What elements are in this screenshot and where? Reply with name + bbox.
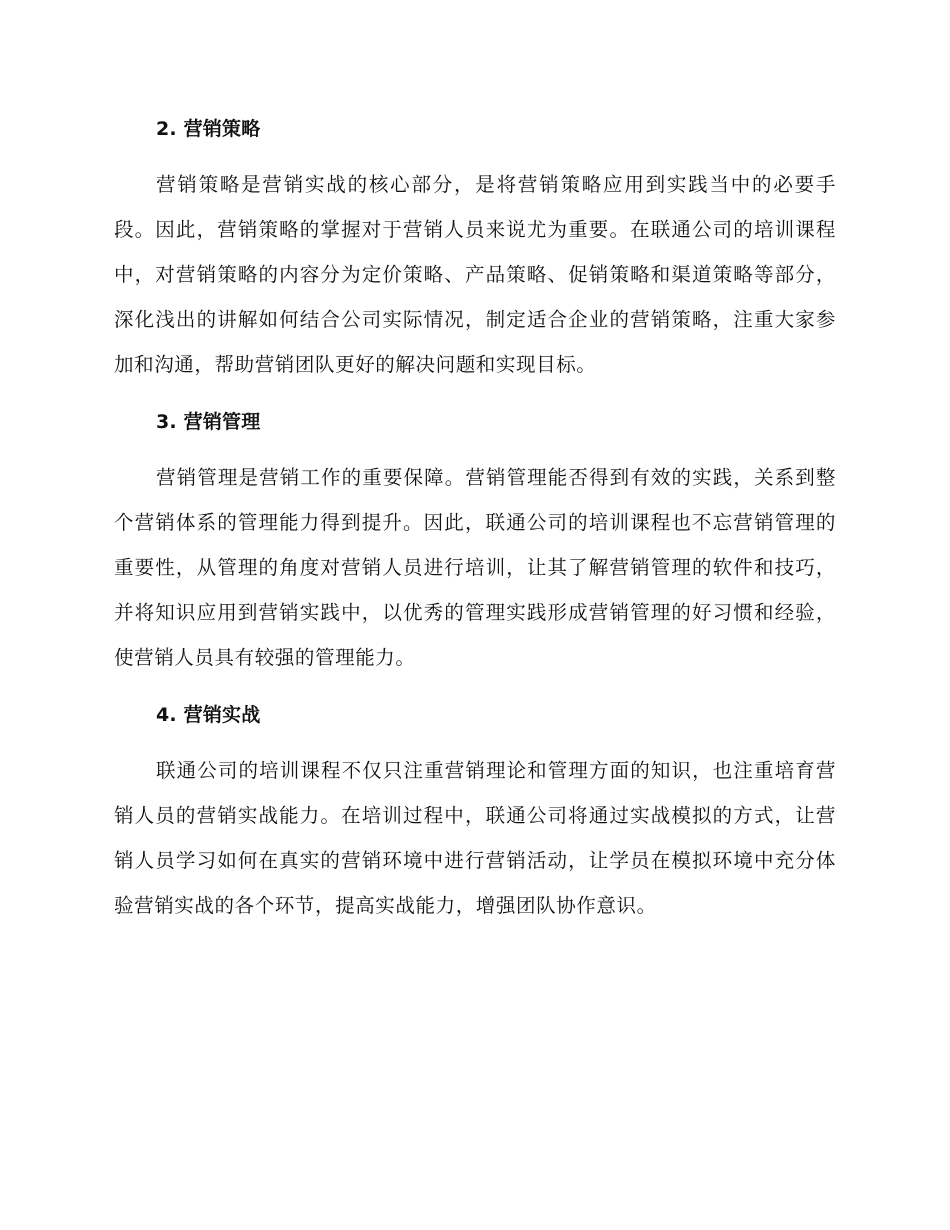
section-heading-marketing-strategy: 2. 营销策略 (156, 118, 261, 140)
section-heading-marketing-practice: 4. 营销实战 (156, 704, 261, 726)
document-content (114, 110, 836, 944)
section-body-marketing-strategy: 营销策略是营销实战的核心部分，是将营销策略应用到实践当中的必要手段。因此，营销策略的掌握对于营销人员来说尤为重要。在联通公司的培训课程中，对营销策略的内容分为定价策略、产品策略、促销策略和渠道策略等部分，深化浅出的讲解如何结合公司实际情况，制定适合企业的营销策略，注重大家参加和沟通，帮助营销团队更好的解决问题和实现目标。 (114, 173, 836, 376)
section-body-marketing-practice: 联通公司的培训课程不仅只注重营销理论和管理方面的知识，也注重培育营销人员的营销实战能力。在培训过程中，联通公司将通过实战模拟的方式，让营销人员学习如何在真实的营销环境中进行营销活动，让学员在模拟环境中充分体验营销实战的各个环节，提高实战能力，增强团队协作意识。 (114, 759, 836, 917)
section-body-marketing-management: 营销管理是营销工作的重要保障。营销管理能否得到有效的实践，关系到整个营销体系的管理能力得到提升。因此，联通公司的培训课程也不忘营销管理的重要性，从管理的角度对营销人员进行培训，让其了解营销管理的软件和技巧，并将知识应用到营销实践中，以优秀的管理实践形成营销管理的好习惯和经验，使营销人员具有较强的管理能力。 (114, 466, 836, 669)
section-heading-marketing-management: 3. 营销管理 (156, 411, 261, 433)
